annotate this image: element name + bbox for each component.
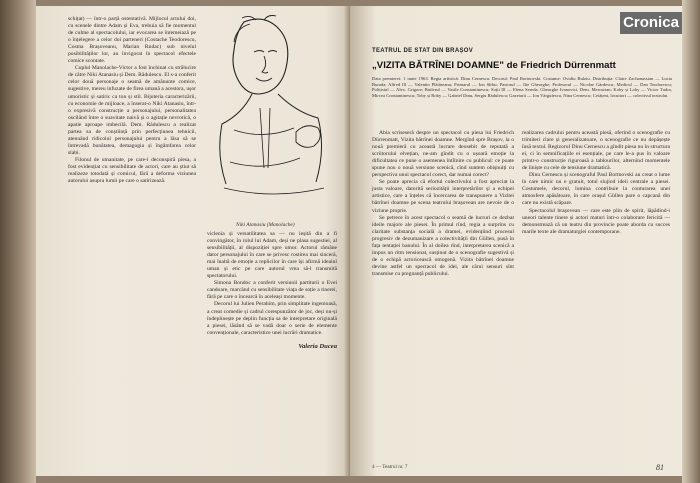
left-page: [36, 6, 350, 476]
illustration-caption: Niki Atanasiu (Manolache): [236, 222, 295, 228]
page-number: 81: [656, 463, 664, 472]
paragraph: Decorul lui Julien Perahim, prin simplitate ingenioasă, a creat comedie și cadrul corespunzător de joc, deși nu-și îndeplinește pe deplin funcția sa de interpretare originală a piesei, lăsând să se vadă doar o serie de elemente convenționale, caracteristice unei lucrări dramatice.: [207, 301, 337, 336]
paragraph: Se poate aprecia că efortul colectivului a fost apreciat la justa valoare, datorită seriozității interpretărilor și a echipei artistice, care a înțeles că încercarea de transpunere a Vizitei bătrînei doamne pe scena teatrului brașovean are nevoie de o viziune proprie.: [372, 179, 514, 214]
caricature-illustration: [204, 12, 344, 220]
section-tab: Cronica: [620, 12, 682, 34]
right-page: [350, 6, 682, 476]
page-footer: 4 — Teatrul nr. 7: [372, 464, 408, 470]
cast-credits: Data premierei: 1 iunie 1963. Regia artistică: Dinu Cernescu. Decorul: Paul Bortnovski. Costume: Ovidiu Bulziu. Distribuția: Claire Zachanassian — Lucia Burada; Alfred Ill — Valentin Plătăreanu; Primarul — Ion Sîrbu; Pastorul — Ilie Gheorghe; Profesorul — Nicolae Gărdescu; Medicul — Dan Teodorescu; Polițistul — Alex. Grigore; Butlerul — Vasile Constantinescu; Soții Ill — Elena Sereda, Gheorghe Ivanovici, Dem. Mercurian; Koby și Loby — Victor Tudor, Mircea Constantinescu; Toby și Roby — Gabriel Dinu, Sergiu Rădulescu; Gazetarii — Ion Vărgulescu, Nina Cernescu; Cetățeni, locuitori — colectivul teatrului.: [372, 76, 672, 98]
paragraph: Filonul de umanitate, pe care-l deconspiră piesa, a fost evidențiat cu sensibilitate de actori, care au știut să realizeze totodată și comicul, fără a deforma viziunea autorului asupra lumii pe care o satirizează.: [68, 156, 196, 185]
theatre-heading: TEATRUL DE STAT DIN BRAȘOV: [372, 48, 474, 54]
paragraph: Se petrece în acest spectacol o seamă de lucruri ce dezbat ideile majore ale piesei. În primul rînd, regia a surprins cu claritate substanța socială a dramei, evidențiind procesul progresiv de dezumanizare a colectivității din Güllen, pusă în fața tentației banului. În al doilea rînd, interpretarea scenică a impus un ritm tensionat, susținut de o scenografie sugestivă și de o echipă actoricească omogenă. Vizita bătrînei doamne devine astfel un spectacol de idei, ale cărui sensuri sînt transmise cu pregnanță publicului.: [372, 214, 514, 277]
paragraph: schițat) — într-o parță ostentativă. Mijlocul actului doi, cu scenele dintre Adam și Eva, trebuia să fie momentul de culme al spectacolului, iar evocarea se întemeiază pe o înțelegere a celor doi parteneri (Costache Teodorescu, Cosma Brașoveanu, Marian Rudac) sub nivelul posibilităților lor, au învigorat în spectacol efectele comice scontate.: [68, 16, 196, 65]
left-column-2: [207, 231, 337, 471]
paragraph: Abia scriseseră despre un spectacol cu piesa lui Friedrich Dürrenmatt, Vizita bătrînei doamne. Mergînd spre Brașov, la o nouă premieră cu această lucrare deosebit de reputată a scriitorului elvețian, ne-am gîndit cu o ușoară emoție la dificultatea ce pune o asemenea întîlnire cu publicul: ce poate spune nou o nouă versiune scenică, cînd suntem obișnuiți cu perspectiva unui spectacol corect, dar numai corect?: [372, 130, 514, 179]
paragraph: Spectacolul brașovean — care este plin de spirit, lăpădind-i uneori talente tinere și actori maturi într-o colaborare fericită — demonstrează că un teatru din provincie poate aborda cu succes marile texte ale dramaturgiei contemporane.: [522, 207, 670, 235]
play-title: „VIZITA BĂTRÎNEI DOAMNE" de Friedrich Dürrenmatt: [372, 60, 616, 71]
paragraph: Cuplul Manolache-Victor a fost închinat cu strălucire de către Niki Atanasiu și Dem. Rădulescu. El s-a conferit celor două personaje o seamă de amănunte comice, sugestive, mereu infuzate de firea umană a acestora, ușor umoristic și satiric ca ton și stil. Bijuteria caracterizării, cu economie de mijloace, a înserat-o Niki Atanasiu, într-o expresivă construcție a personajului, personalitatea oscilând între o suavitate naivă și o agitație nevrotică, o apatie aproape imbecilă. Dem. Rădulescu a realizat partea sa de conștiință prin perfecțiunea tehnicii, atenuând ridicolul personajului pentru a lăsa să se întrevadă bunătatea, demagogia și îngâmfarea celor slabi.: [68, 65, 196, 156]
book-binding-right: [682, 0, 700, 483]
paragraph: realizarea cadrului pentru această piesă, oferind o scenografie cu trimiteri clare și generalizatoare, o scenografie ce nu depășește însă textul. Regizorul Dinu Cernescu a gîndit piesa nu în structura ei, ci în semnificațiile ei esențiale, pe care le-a pus în valoare printr-o construcție riguroasă a tablourilor, alternînd momentele de liniște cu cele de tensiune dramatică.: [522, 130, 670, 172]
author-signature: Valeria Ducea: [298, 342, 337, 350]
right-column-2: [522, 130, 670, 458]
paragraph: Dinu Cernescu și scenograful Paul Bortnovski au creat o lume în care nimic nu e gratuit, totul slujind ideii centrale a piesei. Costumele, decorul, lumina contribuie la conturarea unei atmosfere apăsătoare, în care orașul Güllen pare o capcană din care nu există scăpare.: [522, 172, 670, 207]
right-column-1: [372, 130, 514, 458]
left-column-1: [68, 16, 196, 464]
paragraph: viclenia și versatilitatea sa — nu ieșită din a fi convingător, în rolul lui Adam, deși ne plasa sugestiei, al sensibilității, al dispoziției spre umor. Actorul rămâne dator personajului în care se privesc rostirea mai sinceră, mai înaltă de emoție a replicilor în care își afirmă idealul uman și etic pe care autorul vrea să-l transmită spectatorului.: [207, 231, 337, 280]
paragraph: Simona Bondoc a conferit versiunii partiturii o Evei candoare, marcând cu sensibilitate viața de soție a tinerei, fără pe care o încearcă în aceleași momente.: [207, 280, 337, 301]
book-binding-left: [0, 0, 36, 483]
